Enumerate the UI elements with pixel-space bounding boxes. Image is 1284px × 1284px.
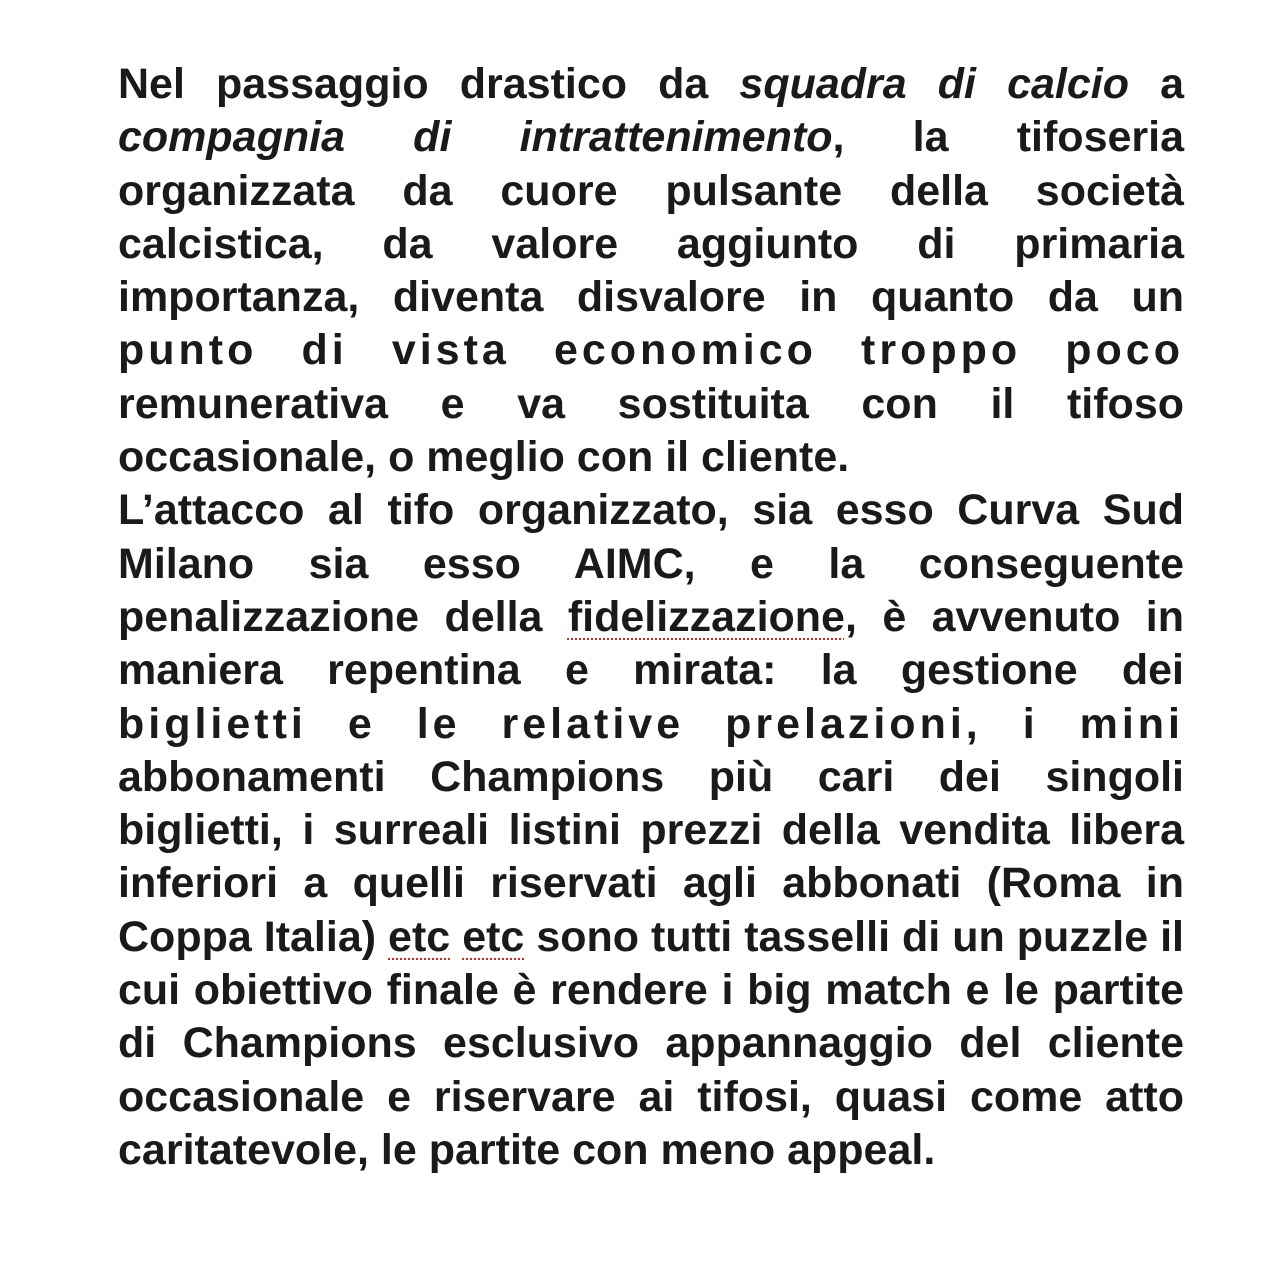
p2-misspelled-word-1[interactable]: fidelizzazione (567, 592, 845, 641)
p2-misspelled-word-3[interactable]: etc (462, 912, 525, 961)
p2-text-5 (450, 913, 462, 961)
p1-text-1: Nel passaggio drastico da (118, 60, 740, 108)
p2-text-4: abbonamenti Champions più cari dei singoli biglietti, i surreali listini prezzi della vendita libera inferiori a quelli riservati agli abbonati (Roma in Coppa Italia) (118, 752, 1184, 961)
p1-text-4: punto di vista economico troppo poco (118, 326, 1184, 375)
p2-misspelled-word-2[interactable]: etc (388, 912, 451, 961)
p1-italic-2: compagnia di intrattenimento (118, 113, 833, 162)
p2-text-1: L’attacco al tifo organizzato, sia esso Curva Sud Milano sia esso AIMC, e la conseguente penalizzazione della (118, 486, 1184, 641)
p1-text-5: remunerativa e va sostituita con il tifoso occasionale, o meglio con il cliente. (118, 379, 1184, 482)
document-page (118, 58, 1184, 1177)
paragraph-2 (118, 484, 1184, 1177)
p2-text-2: , è avvenuto in maniera repentina e mirata: la gestione dei (118, 592, 1184, 695)
p1-text-2: a (1128, 60, 1184, 108)
p1-text-3: , la tifoseria organizzata da cuore pulsante della società calcistica, da valore aggiunto di primaria importanza, diventa disvalore in quanto da un (118, 113, 1184, 322)
p1-italic-1: squadra di calcio (739, 60, 1129, 108)
p2-text-3: biglietti e le relative prelazioni, i mini (118, 699, 1184, 748)
paragraph-1 (118, 58, 1184, 484)
p2-text-6: sono tutti tasselli di un puzzle il cui obiettivo finale è rendere i big match e le partite di Champions esclusivo appannaggio del cliente occasionale e riservare ai tifosi, quasi come atto caritatevole, le partite con meno appeal. (118, 912, 1184, 1174)
